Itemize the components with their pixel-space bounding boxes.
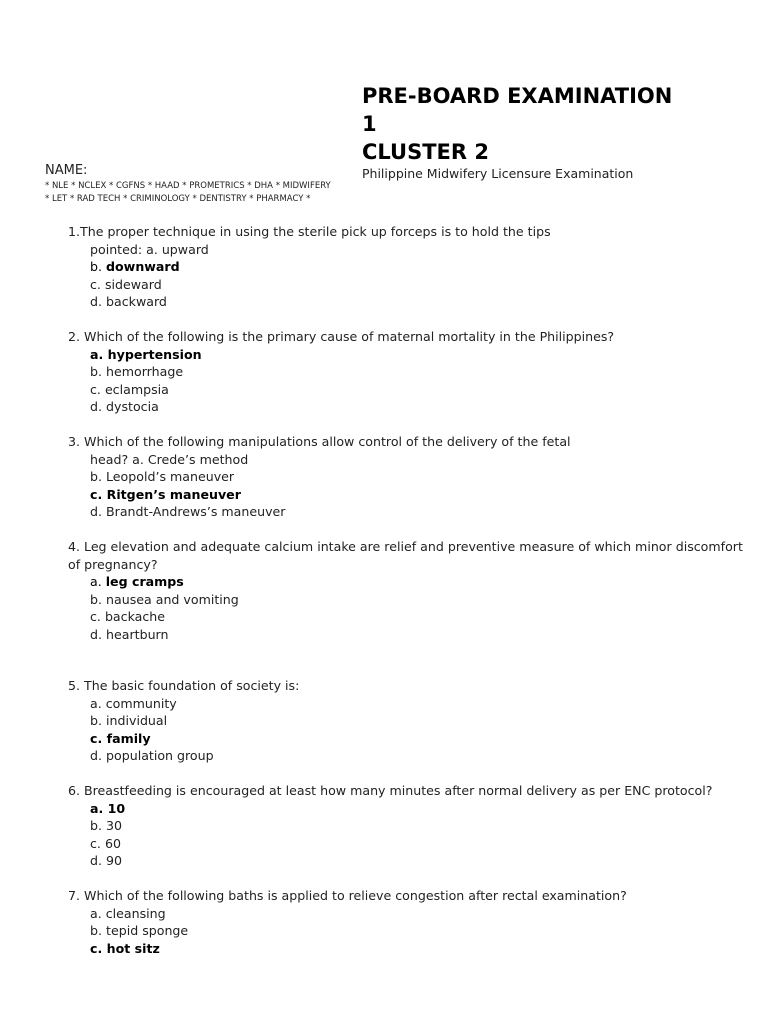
option-letter: b.	[90, 713, 107, 729]
title-line-1: PRE-BOARD EXAMINATION	[362, 84, 673, 108]
option-letter: a.	[90, 346, 108, 362]
option-c	[68, 940, 758, 958]
option-text: community	[105, 695, 177, 711]
option-text: sideward	[104, 276, 162, 292]
exam-title	[362, 82, 742, 166]
option-letter: c.	[90, 609, 105, 625]
question-stem-cont: head? a. Crede’s method	[90, 451, 249, 467]
option-text: eclampsia	[104, 381, 169, 397]
option-c	[68, 608, 758, 626]
option-text: nausea and vomiting	[106, 591, 239, 607]
title-line-3: CLUSTER 2	[362, 140, 489, 164]
question-stem: 7. Which of the following baths is applied to relieve congestion after rectal examination?	[68, 888, 627, 903]
exam-tags	[45, 180, 365, 205]
option-text: 10	[107, 800, 126, 816]
option-text: hypertension	[107, 346, 202, 362]
question-stem: 5. The basic foundation of society is:	[68, 678, 300, 693]
option-letter: b.	[90, 818, 107, 834]
option-text: Leopold’s maneuver	[106, 469, 235, 485]
option-text: backward	[106, 294, 167, 310]
option-text: heartburn	[106, 626, 169, 642]
option-text: tepid sponge	[106, 923, 189, 939]
option-a	[68, 695, 758, 713]
option-text: 90	[106, 853, 123, 869]
question-6	[68, 782, 758, 870]
option-letter: b.	[90, 923, 107, 939]
option-letter: b.	[90, 469, 107, 485]
tags-line-1: * NLE * NCLEX * CGFNS * HAAD * PROMETRICS * DHA * MIDWIFERY	[45, 181, 331, 191]
option-c	[68, 381, 758, 399]
option-text: backache	[104, 609, 166, 625]
tags-line-2: * LET * RAD TECH * CRIMINOLOGY * DENTISTRY * PHARMACY *	[45, 193, 311, 204]
option-letter: d.	[90, 399, 107, 415]
question-stem-cont: pointed: a. upward	[90, 241, 209, 257]
option-d	[68, 293, 758, 311]
option-letter: c.	[90, 381, 105, 397]
question-7	[68, 887, 758, 957]
option-b	[68, 468, 758, 486]
option-b	[68, 922, 758, 940]
option-letter: a.	[90, 800, 108, 816]
question-4	[68, 538, 758, 644]
option-b	[68, 258, 758, 276]
option-b	[68, 591, 758, 609]
option-letter: b.	[90, 364, 107, 380]
name-label: NAME:	[45, 163, 88, 178]
title-line-2: 1	[362, 112, 377, 136]
option-b	[68, 363, 758, 381]
option-letter: d.	[90, 294, 107, 310]
question-stem: 1.The proper technique in using the sterile pick up forceps is to hold the tips	[68, 224, 551, 239]
option-text: individual	[106, 713, 168, 729]
option-text: population group	[106, 748, 214, 764]
option-c	[68, 730, 758, 748]
option-a	[68, 800, 758, 818]
option-d	[68, 747, 758, 765]
option-c	[68, 486, 758, 504]
option-letter: c.	[90, 940, 107, 956]
option-text: dystocia	[106, 399, 159, 415]
exam-subtitle: Philippine Midwifery Licensure Examination	[362, 166, 634, 181]
option-text: leg cramps	[105, 574, 184, 590]
option-letter: b.	[90, 591, 107, 607]
question-stem: 4. Leg elevation and adequate calcium intake are relief and preventive measure of which minor discomfort of pregnancy?	[68, 539, 743, 572]
option-letter: c.	[90, 276, 105, 292]
option-text: Brandt-Andrews’s maneuver	[106, 504, 286, 520]
option-letter: c.	[90, 730, 107, 746]
option-letter: a.	[90, 905, 106, 921]
option-letter: d.	[90, 853, 107, 869]
question-3	[68, 433, 758, 521]
question-stem: 2. Which of the following is the primary cause of maternal mortality in the Philippines?	[68, 329, 615, 344]
option-letter: a.	[90, 695, 106, 711]
question-stem: 3. Which of the following manipulations allow control of the delivery of the fetal	[68, 434, 571, 449]
question-2	[68, 328, 758, 416]
option-text: hot sitz	[106, 940, 160, 956]
option-d	[68, 852, 758, 870]
option-d	[68, 398, 758, 416]
option-letter: c.	[90, 486, 107, 502]
question-stem: 6. Breastfeeding is encouraged at least how many minutes after normal delivery as per ENC protocol?	[68, 783, 713, 798]
option-letter: d.	[90, 504, 107, 520]
option-b	[68, 712, 758, 730]
option-a	[68, 905, 758, 923]
option-letter: a.	[90, 574, 106, 590]
option-text: 60	[104, 835, 121, 851]
option-text: cleansing	[105, 905, 166, 921]
question-5	[68, 677, 758, 765]
option-text: downward	[106, 259, 180, 275]
option-a	[68, 573, 758, 591]
option-a	[68, 346, 758, 364]
option-text: 30	[106, 818, 123, 834]
question-1	[68, 223, 758, 311]
option-letter: d.	[90, 626, 107, 642]
option-letter: c.	[90, 835, 105, 851]
option-d	[68, 503, 758, 521]
option-letter: d.	[90, 748, 107, 764]
option-d	[68, 626, 758, 644]
option-text: Ritgen’s maneuver	[106, 486, 241, 502]
option-text: family	[106, 730, 151, 746]
option-letter: b.	[90, 259, 107, 275]
option-c	[68, 276, 758, 294]
option-b	[68, 817, 758, 835]
option-text: hemorrhage	[106, 364, 184, 380]
option-c	[68, 835, 758, 853]
